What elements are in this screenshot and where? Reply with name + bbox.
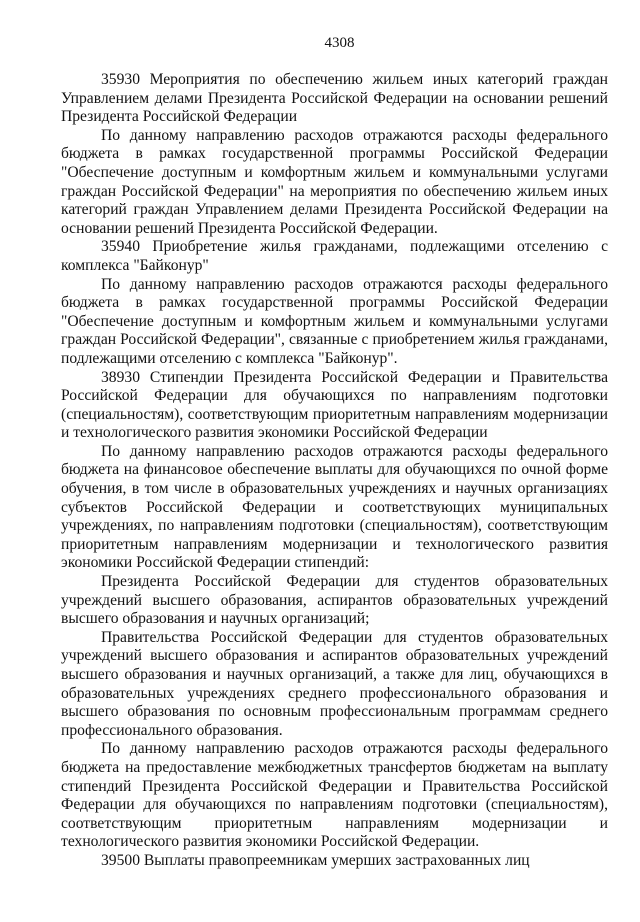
paragraph-heading-38930: 38930 Стипендии Президента Российской Федерации и Правительства Российской Федерации для обучающихся по направлениям подготовки (специальностям), соответствующим приоритетным направлениям модернизации и технологического развития экономики Российской Федерации — [61, 368, 608, 442]
paragraph-body: По данному направлению расходов отражаются расходы федерального бюджета на предоставление межбюджетных трансфертов бюджетам на выплату стипендий Президента Российской Федерации и Правительства Российской Федерации для обучающихся по направлениям подготовки (специальностям), соответствующим приоритетным направлениям модернизации и технологического развития экономики Российской Федерации. — [61, 740, 608, 851]
paragraph-body: По данному направлению расходов отражаются расходы федерального бюджета в рамках государственной программы Российской Федерации "Обеспечение доступным и комфортным жильем и коммунальными услугами граждан Российской Федерации", связанные с приобретением жилья гражданами, подлежащими отселению с комплекса "Байконур". — [61, 275, 608, 367]
paragraph-heading-35930: 35930 Мероприятия по обеспечению жильем иных категорий граждан Управлением делами Президента Российской Федерации на основании решений Президента Российской Федерации — [61, 71, 608, 126]
paragraph-body: По данному направлению расходов отражаются расходы федерального бюджета в рамках государственной программы Российской Федерации "Обеспечение доступным и комфортным жильем и коммунальными услугами граждан Российской Федерации" на мероприятия по обеспечению жильем иных категорий граждан Управлением делами Президента Российской Федерации на основании решений Президента Российской Федерации. — [61, 126, 608, 237]
paragraph-heading-35940: 35940 Приобретение жилья гражданами, подлежащими отселению с комплекса "Байконур" — [61, 238, 608, 274]
page-number: 4308 — [324, 35, 355, 51]
paragraph-list-item: Президента Российской Федерации для студентов образовательных учреждений высшего образования, аспирантов образовательных учреждений высшего образования и научных организаций; — [61, 573, 608, 628]
paragraph-list-item: Правительства Российской Федерации для студентов образовательных учреждений высшего образования и аспирантов образовательных учреждений высшего образования и научных организаций, а также для лиц, обучающихся в образовательных учреждениях среднего профессионального образования и высшего образования по основным профессиональным программам среднего профессионального образования. — [61, 628, 608, 739]
paragraph-heading-39500: 39500 Выплаты правопреемникам умерших застрахованных лиц — [101, 851, 530, 869]
paragraph-body: По данному направлению расходов отражаются расходы федерального бюджета на финансовое обеспечение выплаты для обучающихся по очной форме обучения, в том числе в образовательных учреждениях и научных организациях субъектов Российской Федерации и соответствующих муниципальных учреждениях, по направлениям подготовки (специальностям), соответствующим приоритетным направлениям модернизации и технологического развития экономики Российской Федерации стипендий: — [61, 442, 608, 572]
